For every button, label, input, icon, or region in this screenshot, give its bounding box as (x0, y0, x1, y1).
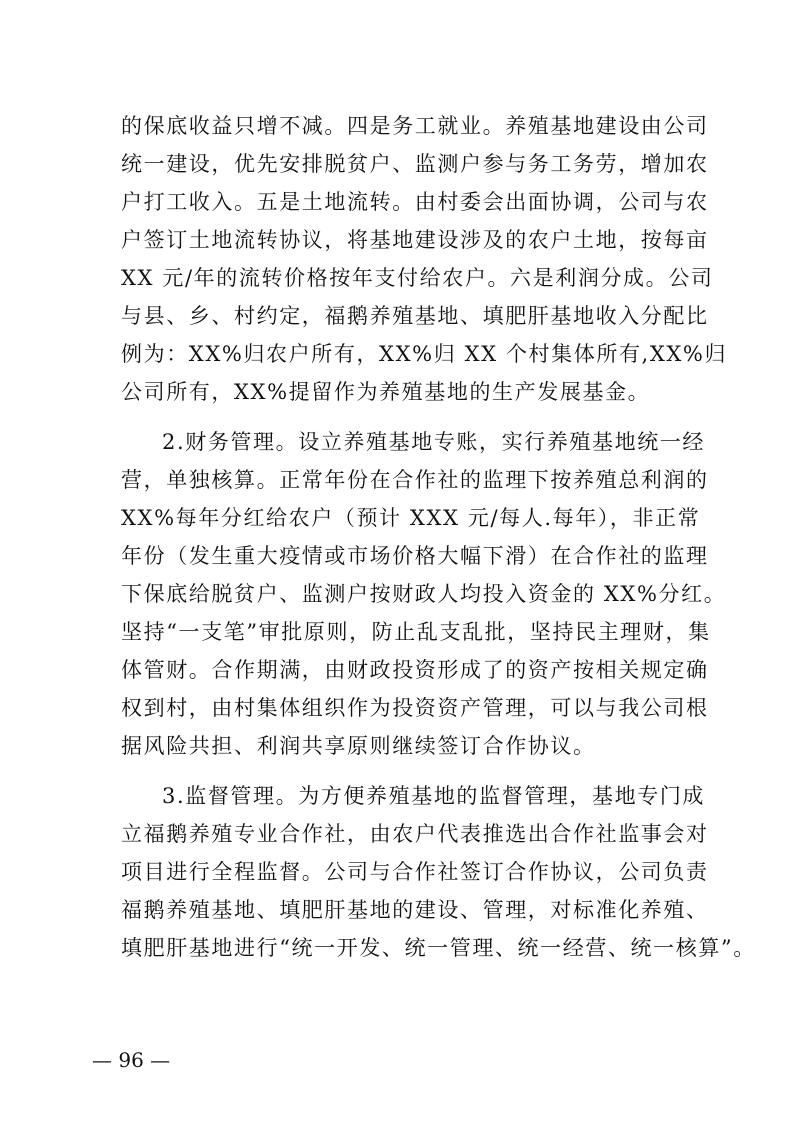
section-heading-line: 2.财务管理。设立养殖基地专账，实行养殖基地统一经 (162, 430, 706, 454)
text-line: 营，单独核算。正常年份在合作社的监理下按养殖总利润的 (121, 468, 709, 492)
text-line: 例为：XX%归农户所有，XX%归 XX 个村集体所有,XX%归 (121, 342, 728, 366)
text-line: 与县、乡、村约定，福鹅养殖基地、填肥肝基地收入分配比 (121, 304, 709, 328)
text-line: 福鹅养殖基地、填肥肝基地的建设、管理，对标准化养殖、 (121, 898, 709, 922)
page-number: — 96 — (92, 1048, 171, 1072)
text-line: 公司所有，XX%提留作为养殖基地的生产发展基金。 (121, 380, 651, 404)
text-line: 体管财。合作期满，由财政投资形成了的资产按相关规定确 (121, 658, 709, 682)
text-line: 立福鹅养殖专业合作社，由农户代表推选出合作社监事会对 (121, 822, 709, 846)
text-line: 项目进行全程监督。公司与合作社签订合作协议，公司负责 (121, 860, 709, 884)
text-line: 统一建设，优先安排脱贫户、监测户参与务工务劳，增加农 (121, 152, 709, 176)
text-line: XX 元/年的流转价格按年支付给农户。六是利润分成。公司 (121, 266, 714, 290)
section-heading-line: 3.监督管理。为方便养殖基地的监督管理，基地专门成 (162, 784, 706, 808)
text-line: 下保底给脱贫户、监测户按财政人均投入资金的 XX%分红。 (121, 582, 727, 606)
text-line: 坚持“一支笔”审批原则，防止乱支乱批，坚持民主理财，集 (121, 620, 711, 644)
text-line: 年份（发生重大疫情或市场价格大幅下滑）在合作社的监理 (121, 544, 709, 568)
text-line: 的保底收益只增不减。四是务工就业。养殖基地建设由公司 (121, 114, 709, 138)
text-line: XX%每年分红给农户（预计 XXX 元/每人.每年），非正常 (121, 506, 701, 530)
text-line: 户签订土地流转协议，将基地建设涉及的农户土地，按每亩 (121, 228, 709, 252)
text-line: 据风险共担、利润共享原则继续签订合作协议。 (121, 734, 596, 758)
text-line: 权到村，由村集体组织作为投资资产管理，可以与我公司根 (121, 696, 709, 720)
text-line: 户打工收入。五是土地流转。由村委会出面协调，公司与农 (121, 190, 709, 214)
text-line: 填肥肝基地进行“统一开发、统一管理、统一经营、统一核算”。 (121, 936, 756, 960)
